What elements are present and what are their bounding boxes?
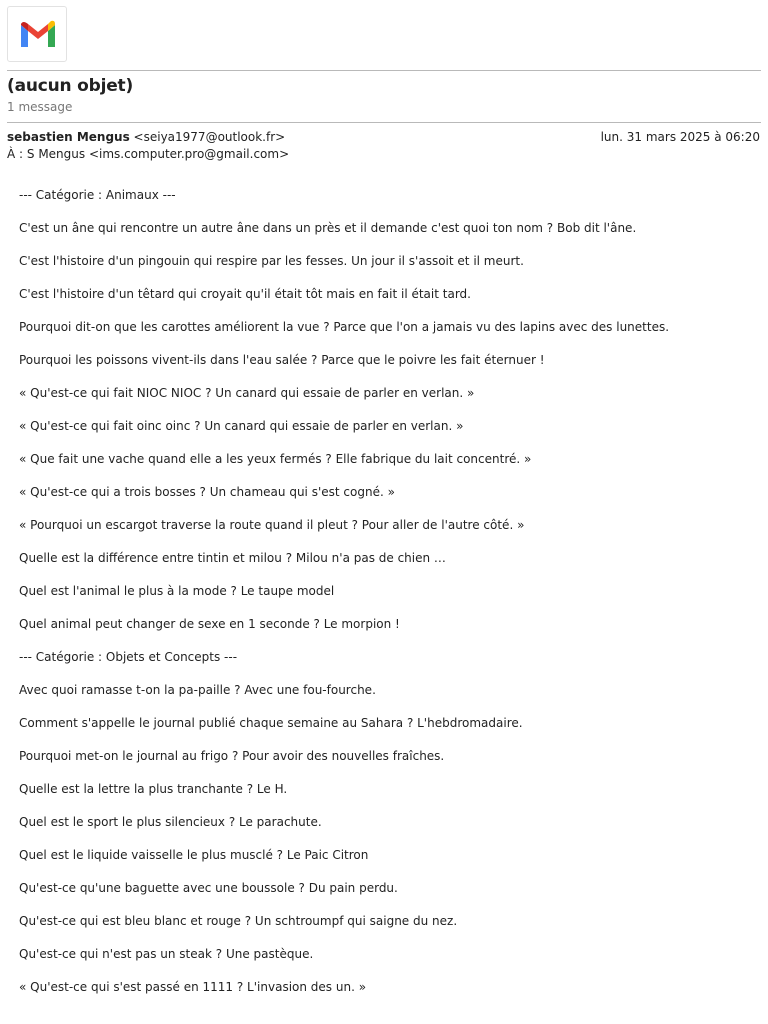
message-count: 1 message [7, 100, 73, 114]
sender-name: sebastien Mengus [7, 130, 130, 144]
body-line: Quelle est la lettre la plus tranchante ? Le H. [19, 782, 288, 796]
sender-email[interactable]: <seiya1977@outlook.fr> [133, 130, 286, 144]
gmail-logo-icon [18, 20, 58, 49]
body-line: « Que fait une vache quand elle a les yeux fermés ? Elle fabrique du lait concentré. » [19, 452, 532, 466]
body-line: Quelle est la différence entre tintin et milou ? Milou n'a pas de chien … [19, 551, 446, 565]
body-line: « Qu'est-ce qui fait oinc oinc ? Un canard qui essaie de parler en verlan. » [19, 419, 464, 433]
body-line: Quel est le sport le plus silencieux ? Le parachute. [19, 815, 322, 829]
body-line: C'est l'histoire d'un têtard qui croyait qu'il était tôt mais en fait il était tard. [19, 287, 471, 301]
body-line: Quel est le liquide vaisselle le plus musclé ? Le Paic Citron [19, 848, 369, 862]
body-line: « Qu'est-ce qui fait NIOC NIOC ? Un canard qui essaie de parler en verlan. » [19, 386, 475, 400]
body-line: Qu'est-ce qui est bleu blanc et rouge ? Un schtroumpf qui saigne du nez. [19, 914, 458, 928]
header-divider [7, 70, 761, 71]
body-line: --- Catégorie : Animaux --- [19, 188, 176, 202]
body-line: C'est un âne qui rencontre un autre âne dans un près et il demande c'est quoi ton nom ? Bob dit l'âne. [19, 221, 637, 235]
body-line: Pourquoi dit-on que les carottes améliorent la vue ? Parce que l'on a jamais vu des lapins avec des lunettes. [19, 320, 670, 334]
body-line: Qu'est-ce qui n'est pas un steak ? Une pastèque. [19, 947, 314, 961]
subject-divider [7, 122, 761, 123]
gmail-logo[interactable] [7, 6, 67, 62]
body-line: Quel est l'animal le plus à la mode ? Le taupe model [19, 584, 335, 598]
recipient-line: À : S Mengus <ims.computer.pro@gmail.com> [7, 147, 290, 161]
body-line: Avec quoi ramasse t-on la pa-paille ? Avec une fou-fourche. [19, 683, 376, 697]
message-body [19, 188, 759, 1013]
body-line: « Qu'est-ce qui a trois bosses ? Un chameau qui s'est cogné. » [19, 485, 395, 499]
body-line: Qu'est-ce qu'une baguette avec une boussole ? Du pain perdu. [19, 881, 398, 895]
body-line: « Qu'est-ce qui s'est passé en 1111 ? L'invasion des un. » [19, 980, 367, 994]
body-line: Quel animal peut changer de sexe en 1 seconde ? Le morpion ! [19, 617, 400, 631]
body-line: Pourquoi met-on le journal au frigo ? Pour avoir des nouvelles fraîches. [19, 749, 445, 763]
sender-line [7, 130, 285, 144]
body-line: --- Catégorie : Objets et Concepts --- [19, 650, 238, 664]
body-line: « Pourquoi un escargot traverse la route quand il pleut ? Pour aller de l'autre côté. » [19, 518, 525, 532]
body-line: Comment s'appelle le journal publié chaque semaine au Sahara ? L'hebdromadaire. [19, 716, 523, 730]
thread-subject: (aucun objet) [7, 76, 134, 96]
body-line: C'est l'histoire d'un pingouin qui respire par les fesses. Un jour il s'assoit et il meurt. [19, 254, 524, 268]
body-line: Pourquoi les poissons vivent-ils dans l'eau salée ? Parce que le poivre les fait éternuer ! [19, 353, 545, 367]
message-date: lun. 31 mars 2025 à 06:20 [600, 130, 760, 144]
